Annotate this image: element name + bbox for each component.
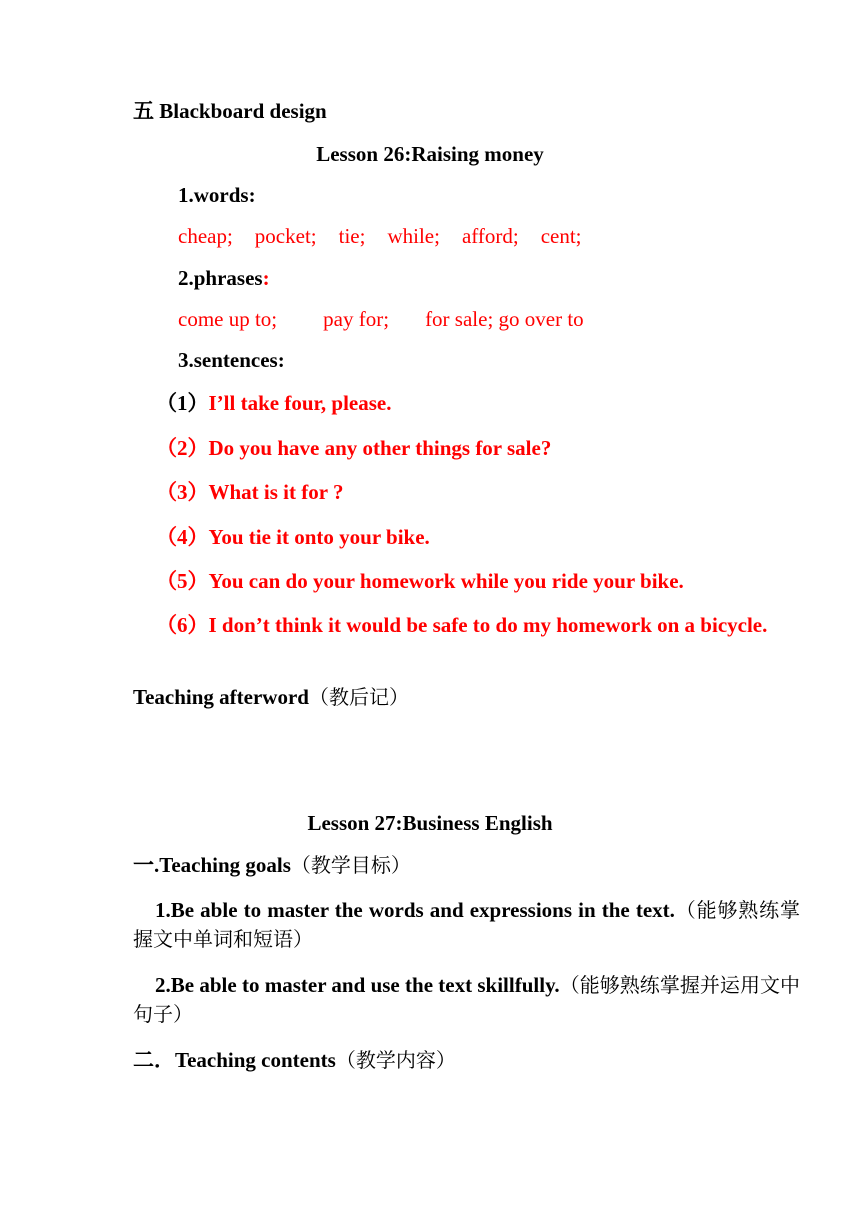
word-item: pocket; (254, 224, 317, 248)
phrase-item: come up to; (178, 307, 278, 331)
contents-heading-text: 二．Teaching contents (133, 1048, 336, 1072)
sentence-number: （5） (156, 569, 209, 593)
phrases-label-text: 2.phrases (178, 266, 263, 290)
words-list (178, 222, 582, 250)
sentence-number: （4） (156, 525, 209, 549)
lesson-26-title: Lesson 26:Raising money (316, 142, 544, 166)
sentence-text: You can do your homework while you ride your bike. (208, 569, 684, 593)
goal-text: 2.Be able to master and use the text skillfully. (155, 973, 560, 997)
word-item: cheap; (178, 224, 233, 248)
teaching-afterword (133, 683, 409, 711)
sentence-item (133, 611, 800, 640)
goal-text-cn: （能够熟练掌握文中单词和短语） (133, 898, 800, 951)
contents-heading-cn: （教学内容） (335, 1048, 456, 1072)
sentence-item (156, 523, 430, 551)
goal-item (133, 896, 800, 954)
sentence-number: （3） (156, 480, 209, 504)
afterword-label: Teaching afterword (133, 685, 309, 709)
sentence-text: I don’t think it would be safe to do my homework on a bicycle. (208, 613, 768, 637)
sentence-item (156, 389, 391, 417)
goal-text-cn: （能够熟练掌握并运用文中句子） (133, 973, 800, 1026)
section-heading-blackboard: 五 Blackboard design (133, 99, 327, 123)
word-item: tie; (338, 224, 366, 248)
teaching-contents-heading (133, 1046, 456, 1074)
goal-item (133, 971, 800, 1029)
sentence-text: What is it for ? (208, 480, 344, 504)
sentence-item (156, 478, 343, 506)
sentence-number: （1） (156, 391, 209, 415)
lesson-27-title: Lesson 27:Business English (307, 811, 553, 835)
goals-heading-text: 一.Teaching goals (133, 853, 291, 877)
sentence-text: I’ll take four, please. (208, 391, 392, 415)
sentence-number: （2） (156, 436, 209, 460)
phrases-list (178, 305, 584, 333)
word-item: cent; (540, 224, 582, 248)
sentence-item (156, 567, 684, 595)
phrases-label (178, 264, 270, 292)
sentence-number: （6） (156, 613, 209, 637)
goal-text: 1.Be able to master the words and expressions in the text. (155, 898, 675, 922)
word-item: afford; (461, 224, 519, 248)
words-label: 1.words: (178, 183, 256, 207)
word-item: while; (387, 224, 440, 248)
phrase-item: pay for; (323, 307, 390, 331)
afterword-cn: （教后记） (308, 685, 409, 709)
phrase-item: for sale; go over to (425, 307, 584, 331)
sentence-text: Do you have any other things for sale? (208, 436, 552, 460)
teaching-goals-heading (133, 851, 411, 879)
phrases-label-colon: : (262, 266, 270, 290)
sentence-text: You tie it onto your bike. (208, 525, 430, 549)
sentences-label: 3.sentences: (178, 348, 285, 372)
sentence-item (156, 434, 551, 462)
goals-heading-cn: （教学目标） (290, 853, 411, 877)
